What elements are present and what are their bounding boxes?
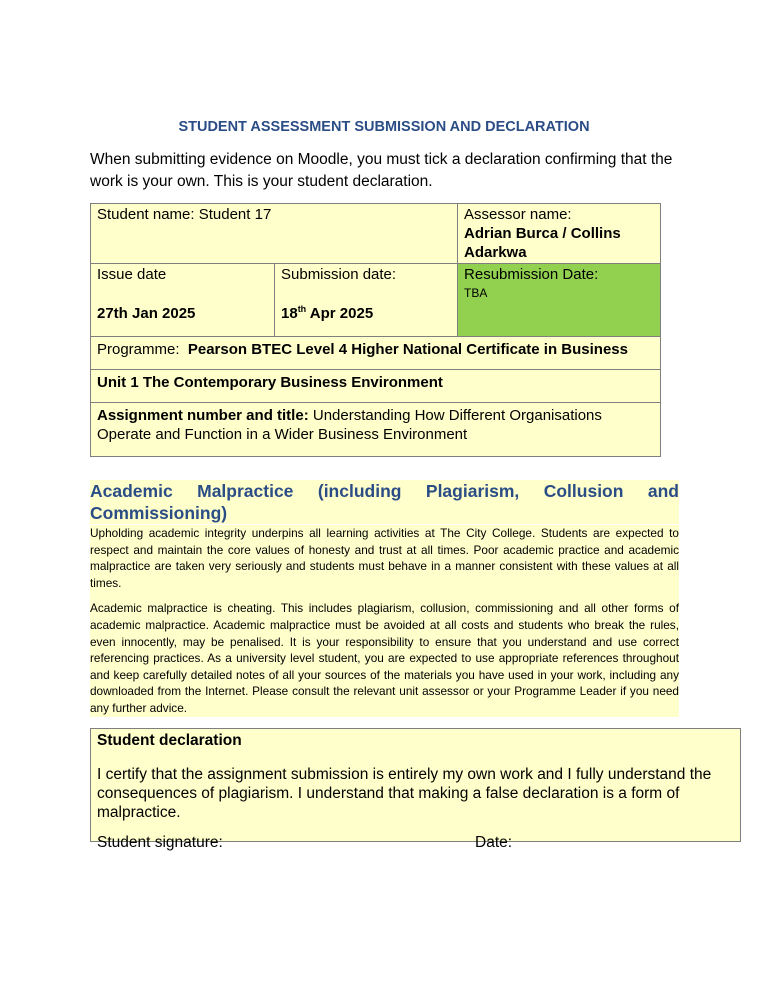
malpractice-paragraph-2: Academic malpractice is cheating. This includes plagiarism, collusion, commissioning and all other forms of academic malpractice. Academic malpractice must be avoided at all costs and students who break the rules, even innocently, may be penalised. It is your responsibility to ensure that you understand and use correct referencing practices. As a university level student, you are expected to use appropriate references throughout and keep carefully detailed notes of all your sources of the materials you have used in your work, including any downloaded from the Internet. Please consult the relevant unit assessor or your Programme Leader if you need any further advice. — [90, 601, 679, 715]
submission-info-table — [90, 203, 661, 457]
submission-date-cell — [275, 264, 458, 337]
assessor-value: Adrian Burca / Collins Adarkwa — [464, 225, 621, 261]
assessor-label: Assessor name: — [464, 206, 572, 223]
student-declaration-box — [90, 728, 741, 851]
resubmission-date-value: TBA — [464, 286, 488, 300]
programme-cell — [91, 337, 661, 370]
assignment-cell — [91, 403, 661, 457]
page-title: STUDENT ASSESSMENT SUBMISSION AND DECLARATION — [178, 119, 590, 135]
assessor-cell — [458, 204, 661, 264]
programme-label: Programme: — [97, 341, 188, 358]
issue-date-label: Issue date — [97, 266, 167, 283]
programme-value: Pearson BTEC Level 4 Higher National Certificate in Business — [187, 341, 628, 358]
intro-text: When submitting evidence on Moodle, you must tick a declaration confirming that the work is your own. This is your student declaration. — [90, 151, 673, 190]
unit-cell — [91, 370, 661, 403]
submission-date-label: Submission date: — [281, 266, 397, 283]
signature-row — [97, 833, 727, 852]
malpractice-heading: Academic Malpractice (including Plagiarism, Collusion and Commissioning) — [90, 481, 679, 523]
malpractice-paragraph-1: Upholding academic integrity underpins all learning activities at The City College. Students are expected to respect and maintain the core values of honesty and trust at all times. Poor academic practice and academic malpractice are taken very seriously and students must behave in a manner consistent with these values at all times. — [90, 526, 679, 590]
submission-date-value: 18th Apr 2025 — [281, 304, 374, 322]
resubmission-date-label: Resubmission Date: — [464, 266, 599, 283]
assignment-value: Understanding How Different Organisations Operate and Function in a Wider Business Environment — [97, 407, 602, 443]
declaration-text: I certify that the assignment submission is entirely my own work and I fully understand the consequences of plagiarism. I understand that making a false declaration is a form of malpractice. — [97, 766, 712, 821]
malpractice-body — [90, 525, 679, 717]
signature-label: Student signature: — [97, 834, 223, 851]
resubmission-date-cell — [458, 264, 661, 337]
issue-date-value: 27th Jan 2025 — [97, 305, 196, 322]
declaration-heading: Student declaration — [97, 732, 242, 749]
student-name: Student name: Student 17 — [97, 206, 272, 223]
assignment-label: Assignment number and title: — [97, 407, 309, 424]
date-label: Date: — [475, 834, 513, 851]
unit-title: Unit 1 The Contemporary Business Environment — [97, 374, 443, 391]
student-name-cell — [91, 204, 458, 264]
issue-date-cell — [91, 264, 275, 337]
